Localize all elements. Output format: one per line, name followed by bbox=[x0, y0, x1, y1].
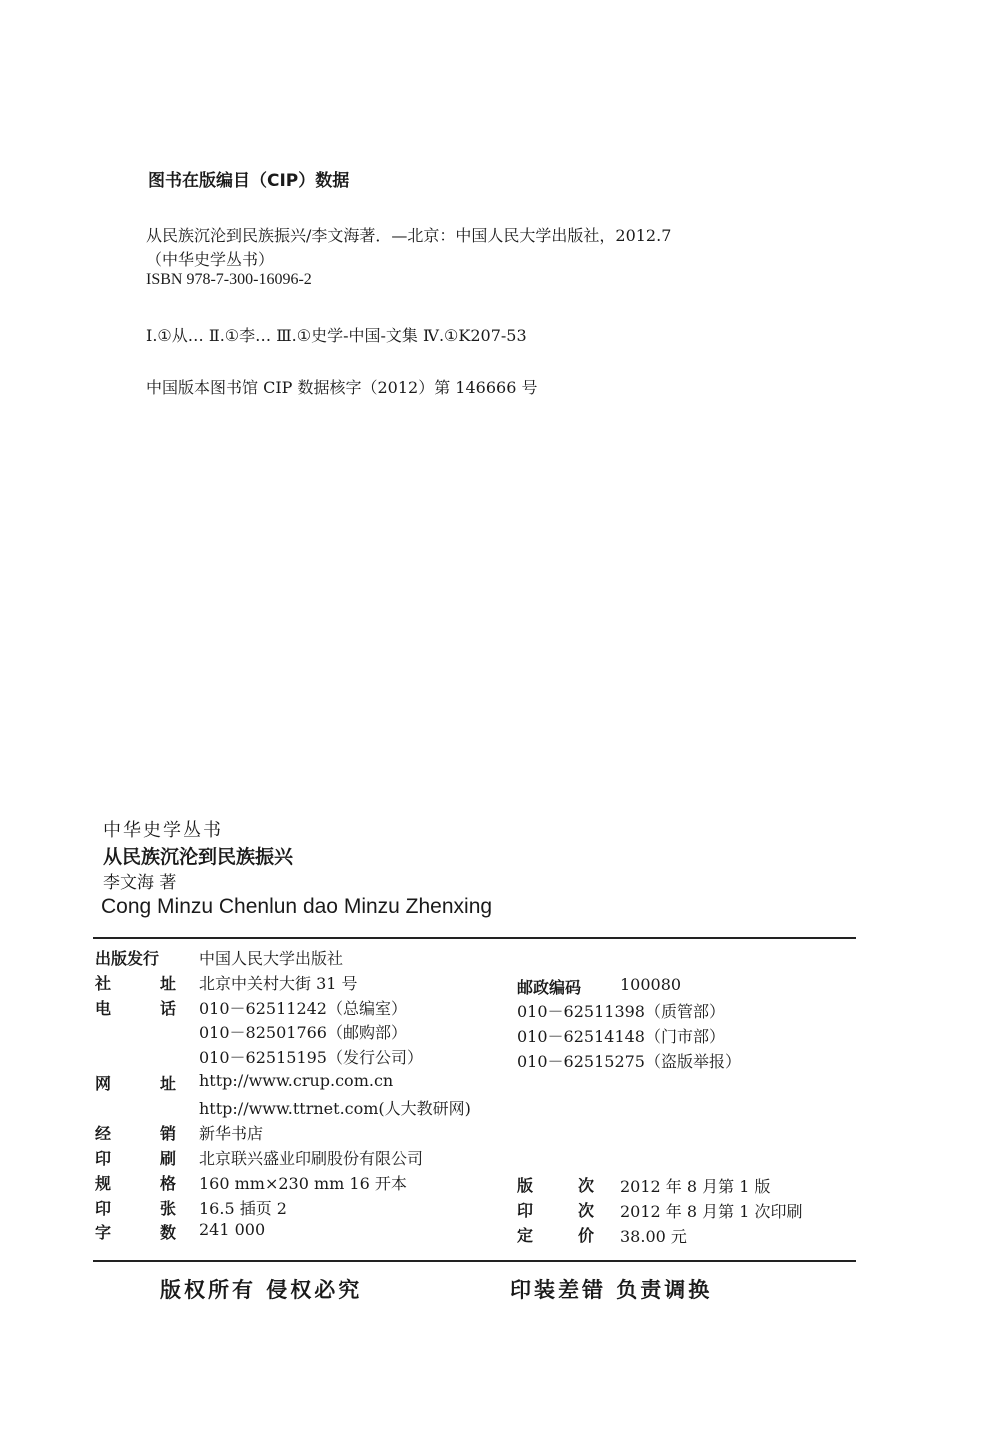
spec-label-char1: 规 bbox=[95, 1174, 112, 1193]
sheets-label-char1: 印 bbox=[95, 1199, 112, 1218]
printing-label-char1: 印 bbox=[517, 1201, 534, 1220]
phone-right-1: 010－62511398（质管部） bbox=[517, 1002, 725, 1021]
web-label-char2: 址 bbox=[160, 1074, 177, 1093]
edition-value: 2012 年 8 月第 1 版 bbox=[620, 1177, 771, 1196]
book-title: 从民族沉沦到民族振兴 bbox=[103, 846, 294, 868]
book-title-pinyin: Cong Minzu Chenlun dao Minzu Zhenxing bbox=[101, 895, 493, 918]
sheets-value: 16.5 插页 2 bbox=[199, 1199, 287, 1218]
phone-label-char2: 话 bbox=[160, 999, 177, 1018]
address-label-char1: 社 bbox=[95, 974, 112, 993]
printing-value: 2012 年 8 月第 1 次印刷 bbox=[620, 1202, 803, 1221]
postcode-value: 100080 bbox=[620, 975, 682, 994]
sheets-label-char2: 张 bbox=[160, 1199, 177, 1218]
cip-line-series: （中华史学丛书） bbox=[146, 250, 275, 269]
spec-label-char2: 格 bbox=[160, 1174, 177, 1193]
publisher-label: 出版发行 bbox=[95, 949, 160, 968]
printer-label-char2: 刷 bbox=[160, 1149, 177, 1168]
phone-left-3: 010－62515195（发行公司） bbox=[199, 1048, 423, 1067]
price-value: 38.00 元 bbox=[620, 1227, 687, 1246]
address-label-char2: 址 bbox=[160, 974, 177, 993]
cip-line-title-publisher: 从民族沉沦到民族振兴/李文海著．—北京：中国人民大学出版社，2012.7 bbox=[146, 226, 672, 245]
top-rule bbox=[93, 937, 856, 939]
publisher-value: 中国人民大学出版社 bbox=[199, 949, 344, 968]
spec-value: 160 mm×230 mm 16 开本 bbox=[199, 1174, 407, 1193]
distributor-label-char2: 销 bbox=[160, 1124, 177, 1143]
copyright-notice: 版权所有 侵权必究 bbox=[160, 1278, 363, 1302]
distributor-value: 新华书店 bbox=[199, 1124, 264, 1143]
misprint-notice: 印装差错 负责调换 bbox=[510, 1278, 713, 1302]
cip-line-classification: Ⅰ.①从… Ⅱ.①李… Ⅲ.①史学-中国-文集 Ⅳ.①K207-53 bbox=[146, 326, 527, 345]
phone-left-2: 010－82501766（邮购部） bbox=[199, 1023, 407, 1042]
distributor-label-char1: 经 bbox=[95, 1124, 112, 1143]
phone-left-1: 010－62511242（总编室） bbox=[199, 999, 407, 1018]
printer-label-char1: 印 bbox=[95, 1149, 112, 1168]
cip-line-isbn: ISBN 978-7-300-16096-2 bbox=[146, 271, 312, 288]
edition-label-char2: 次 bbox=[578, 1176, 595, 1195]
cip-title: 图书在版编目（CIP）数据 bbox=[148, 171, 350, 191]
words-value: 241 000 bbox=[199, 1220, 266, 1239]
edition-label-char1: 版 bbox=[517, 1176, 534, 1195]
postcode-label: 邮政编码 bbox=[517, 978, 582, 997]
printing-label-char2: 次 bbox=[578, 1201, 595, 1220]
address-value: 北京中关村大街 31 号 bbox=[199, 974, 358, 993]
phone-label-char1: 电 bbox=[95, 999, 112, 1018]
web-label-char1: 网 bbox=[95, 1074, 112, 1093]
price-label-char2: 价 bbox=[578, 1226, 595, 1245]
words-label-char1: 字 bbox=[95, 1223, 112, 1242]
bottom-rule bbox=[93, 1260, 856, 1262]
phone-right-2: 010－62514148（门市部） bbox=[517, 1027, 725, 1046]
words-label-char2: 数 bbox=[160, 1223, 177, 1242]
book-author: 李文海 著 bbox=[103, 873, 177, 893]
website-2: http://www.ttrnet.com(人大教研网) bbox=[199, 1099, 471, 1118]
price-label-char1: 定 bbox=[517, 1226, 534, 1245]
series-name: 中华史学丛书 bbox=[103, 820, 223, 841]
phone-right-3: 010－62515275（盗版举报） bbox=[517, 1052, 741, 1071]
printer-value: 北京联兴盛业印刷股份有限公司 bbox=[199, 1149, 424, 1168]
website-1: http://www.crup.com.cn bbox=[199, 1071, 394, 1090]
cip-line-verification: 中国版本图书馆 CIP 数据核字（2012）第 146666 号 bbox=[146, 378, 538, 397]
